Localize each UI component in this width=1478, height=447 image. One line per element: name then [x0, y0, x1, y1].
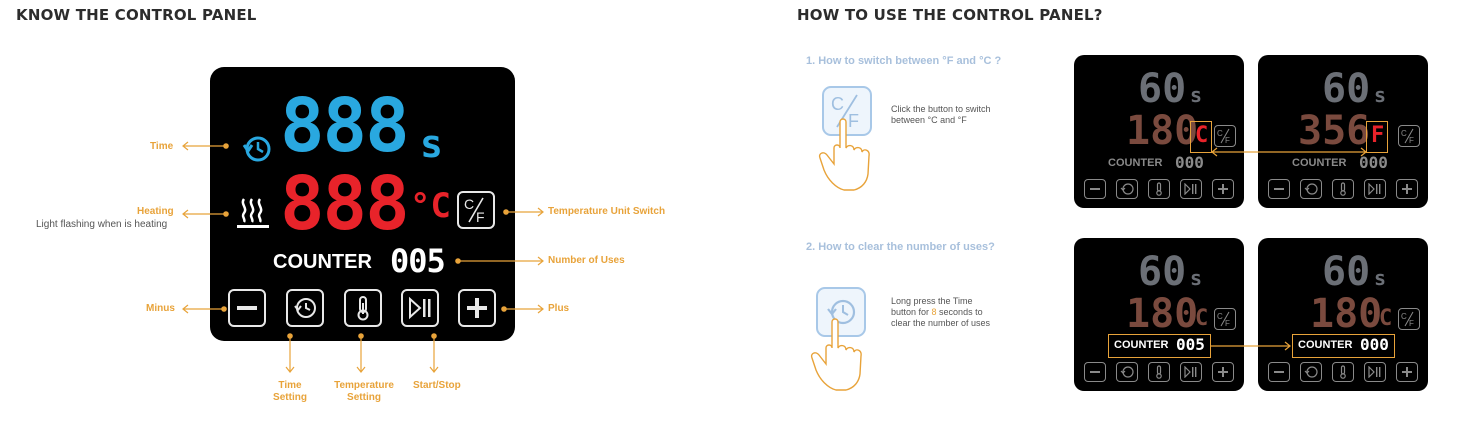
svg-text:C: C	[1401, 129, 1407, 138]
label-heating: Heating	[137, 206, 174, 217]
time-unit: s	[1190, 83, 1203, 107]
label-temperature-unit-switch: Temperature Unit Switch	[548, 206, 666, 217]
temperature-digits: 356	[1298, 108, 1371, 154]
counter-value: 000	[1175, 153, 1204, 172]
temperature-unit: °C	[410, 186, 451, 226]
label-time: Time	[150, 141, 174, 152]
temperature-digits: 888	[280, 161, 408, 247]
counter-label: COUNTER	[1108, 157, 1163, 169]
label-minus: Minus	[146, 303, 175, 314]
temperature-unit: F	[1371, 123, 1385, 148]
counter-value: 005	[1176, 335, 1205, 354]
time-unit: s	[420, 122, 443, 166]
time-unit: s	[1190, 266, 1203, 290]
section-title-left: KNOW THE CONTROL PANEL	[16, 6, 257, 24]
temperature-unit: C	[1195, 123, 1209, 148]
temperature-digits: 180	[1310, 291, 1383, 337]
step1-title: 1. How to switch between °F and °C ?	[806, 55, 1002, 67]
svg-text:C: C	[1401, 312, 1407, 321]
svg-text:F: F	[1409, 136, 1414, 145]
svg-text:F: F	[1225, 319, 1230, 328]
step2-title: 2. How to clear the number of uses?	[806, 241, 995, 253]
section-title-right: HOW TO USE THE CONTROL PANEL?	[797, 6, 1103, 24]
svg-text:C: C	[464, 196, 475, 212]
counter-value: 000	[1360, 335, 1389, 354]
label-plus: Plus	[548, 303, 570, 314]
svg-text:F: F	[848, 111, 859, 131]
svg-text:C: C	[831, 94, 844, 114]
time-digits: 60	[1138, 249, 1187, 295]
label-start-stop: Start/Stop	[413, 380, 461, 391]
label-heating-note: Light flashing when is heating	[36, 219, 168, 230]
counter-value: 005	[390, 242, 445, 280]
temperature-digits: 180	[1126, 291, 1199, 337]
svg-text:C: C	[1217, 129, 1223, 138]
temperature-unit: C	[1379, 306, 1393, 331]
label-temperature-setting: Temperature Setting	[334, 380, 394, 403]
time-digits: 60	[1322, 249, 1371, 295]
counter-label: COUNTER	[273, 251, 372, 273]
counter-label: COUNTER	[1292, 157, 1347, 169]
temperature-unit: C	[1195, 306, 1209, 331]
time-digits: 888	[280, 83, 408, 169]
svg-text:F: F	[1225, 136, 1230, 145]
time-digits: 60	[1322, 66, 1371, 112]
svg-text:F: F	[476, 209, 485, 225]
step1-description: Click the button to switch between °C and °F	[891, 104, 991, 125]
counter-label: COUNTER	[1298, 339, 1353, 351]
counter-label: COUNTER	[1114, 339, 1169, 351]
svg-text:C: C	[1217, 312, 1223, 321]
time-digits: 60	[1138, 66, 1187, 112]
time-unit: s	[1374, 83, 1387, 107]
time-unit: s	[1374, 266, 1387, 290]
step2-description: Long press the Time button for 8 seconds to clear the number of uses	[891, 296, 991, 328]
label-number-of-uses: Number of Uses	[548, 255, 625, 266]
temperature-digits: 180	[1126, 108, 1199, 154]
label-time-setting: Time Setting	[273, 380, 307, 403]
counter-value: 000	[1359, 153, 1388, 172]
svg-text:F: F	[1409, 319, 1414, 328]
